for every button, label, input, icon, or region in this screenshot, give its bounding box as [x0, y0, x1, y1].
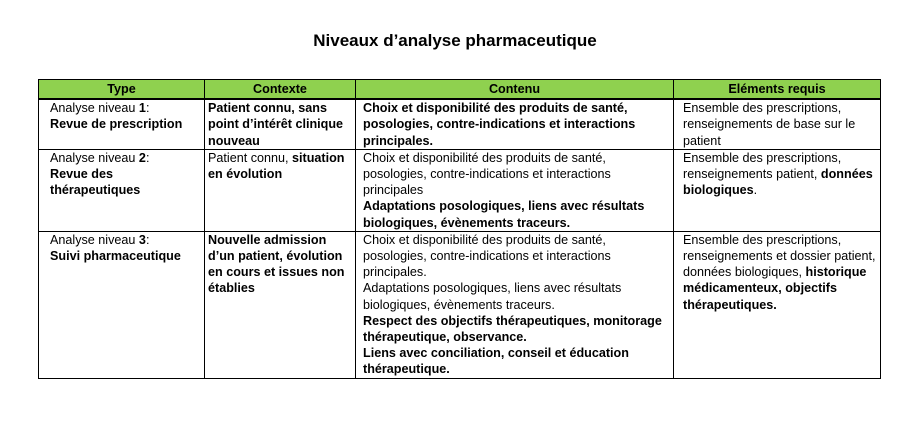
content-paragraph: Choix et disponibilité des produits de santé, posologies, contre-indications et interactions principales.: [363, 232, 611, 280]
content-paragraph: Respect des objectifs thérapeutiques, monitorage thérapeutique, observance.: [363, 313, 662, 345]
table-row: [39, 149, 881, 231]
context-normal: Patient connu,: [208, 150, 293, 165]
type-suffix: :: [145, 150, 150, 165]
required-normal: Ensemble des prescriptions, renseignements de base sur le patient: [683, 101, 856, 148]
content-paragraph: Choix et disponibilité des produits de santé, posologies, contre-indications et interactions principales.: [363, 101, 636, 148]
context-bold: Patient connu, sans point d’intérêt clinique nouveau: [208, 101, 344, 148]
required-cell: [674, 99, 881, 149]
content-paragraph: Choix et disponibilité des produits de santé, posologies, contre-indications et interactions principales: [363, 150, 611, 198]
required-normal: Ensemble des prescriptions, renseignements et dossier patient, données biologiques,: [683, 232, 876, 280]
context-cell: [205, 231, 356, 378]
table-row: [39, 99, 881, 149]
type-level: 1: [138, 101, 146, 116]
required-tail: .: [753, 183, 758, 198]
type-name: Suivi pharmaceutique: [50, 249, 181, 264]
context-bold: Nouvelle admission d’un patient, évolution en cours et issues non établies: [208, 232, 345, 296]
type-suffix: :: [145, 101, 150, 116]
content-paragraph: Adaptations posologiques, liens avec résultats biologiques, évènements traceurs.: [363, 199, 645, 230]
context-cell: [205, 149, 356, 231]
table-row: [39, 231, 881, 378]
type-cell: [39, 149, 205, 231]
type-level: 2: [138, 150, 146, 165]
header-type: Type: [39, 80, 205, 100]
required-cell: [674, 231, 881, 378]
header-content: Contenu: [356, 80, 674, 100]
table-body: [39, 99, 881, 378]
type-level: 3: [138, 232, 146, 247]
required-bold: historique médicamenteux, objectifs thérapeutiques.: [683, 265, 867, 312]
type-suffix: :: [145, 232, 150, 247]
context-cell: [205, 99, 356, 149]
context-bold: situation en évolution: [208, 150, 345, 182]
content-cell: [356, 99, 674, 149]
type-prefix: Analyse niveau: [50, 150, 139, 165]
content-cell: [356, 231, 674, 378]
type-cell: [39, 99, 205, 149]
content-paragraph: Liens avec conciliation, conseil et éducation thérapeutique.: [363, 346, 629, 377]
page-title: Niveaux d’analyse pharmaceutique: [313, 31, 597, 50]
required-bold: données biologiques: [683, 167, 873, 198]
type-prefix: Analyse niveau: [50, 232, 139, 247]
type-prefix: Analyse niveau: [50, 101, 139, 116]
required-normal: Ensemble des prescriptions, renseignements patient,: [683, 150, 842, 182]
type-name: Revue des thérapeutiques: [50, 167, 141, 198]
header-required: Eléments requis: [674, 80, 881, 100]
content-cell: [356, 149, 674, 231]
content-paragraph: Adaptations posologiques, liens avec résultats biologiques, évènements traceurs.: [363, 281, 622, 312]
required-cell: [674, 149, 881, 231]
header-row: [39, 80, 881, 100]
type-name: Revue de prescription: [50, 117, 183, 132]
type-cell: [39, 231, 205, 378]
analysis-levels-table: [38, 79, 881, 379]
header-context: Contexte: [205, 80, 356, 100]
